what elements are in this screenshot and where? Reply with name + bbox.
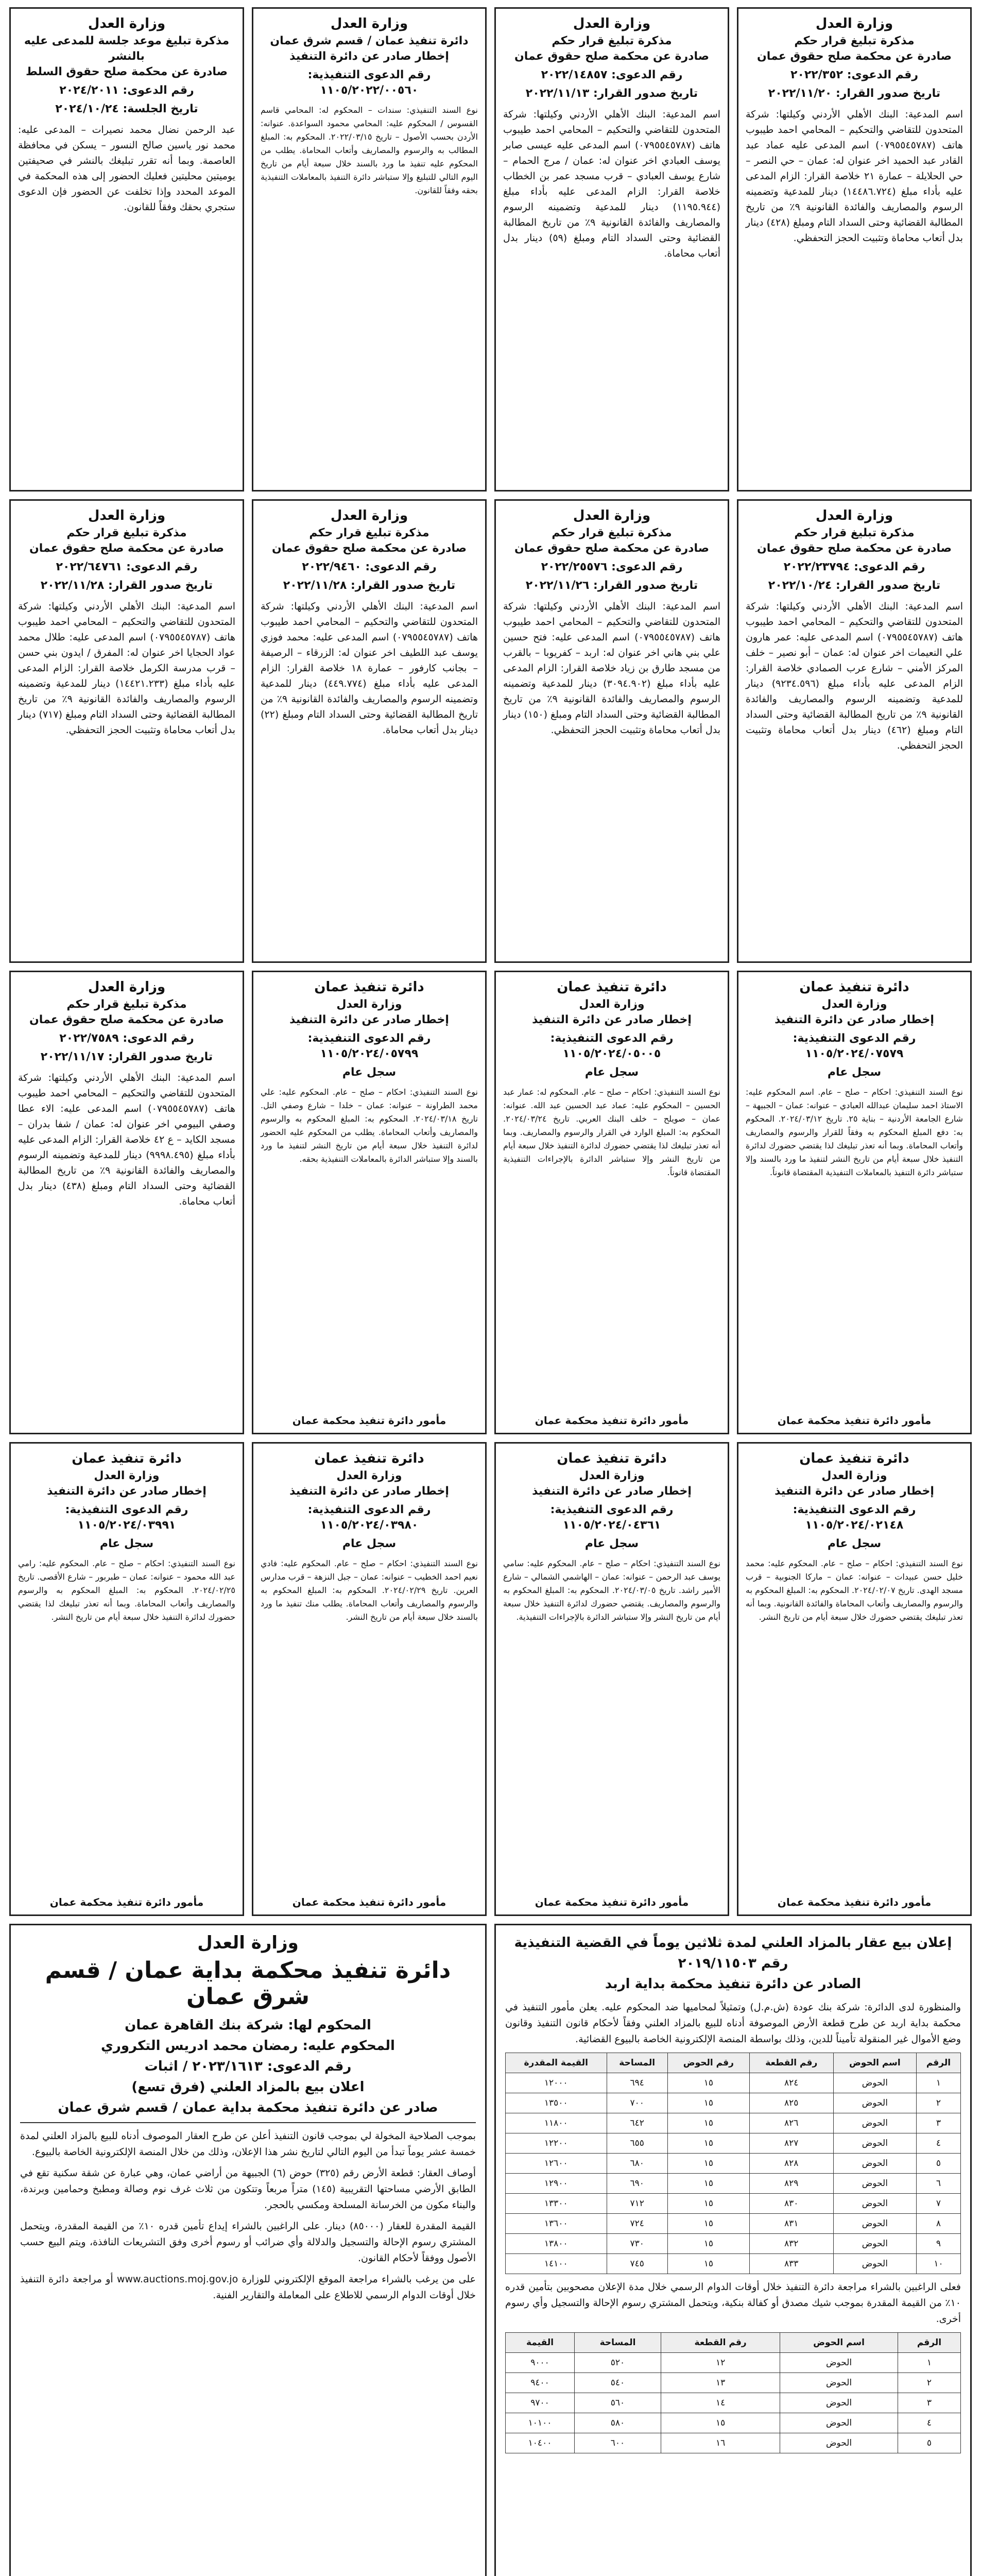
table-cell: ٢ xyxy=(898,2373,960,2393)
notice-body: اسم المدعية: البنك الأهلي الأردني وكيلتها: شركة المتحدون للتقاضي والتحكيم – المحامي احمد طيبوب هاتف (٠٧٩٥٥٤٥٧٨٧) اسم المدعى عليه: محمد فوزي يوسف عبد اللطيف اخر عنوان له: الزرقاء – الرصيفة – بجانب كارفور – عمارة ١٨ خلاصة القرار: الزام المدعى عليه بأداء مبلغ (٤٤٩.٧٧٤) دينار للمدعية وتضمينه الرسوم والمصاريف والفائدة القانونية ٩٪ من تاريخ المطالبة القضائية وحتى السداد التام ومبلغ (٢٢) دينار بدل أتعاب محاماة. xyxy=(261,601,478,736)
table-cell: ٣ xyxy=(898,2393,960,2413)
notice-case-number: رقم الدعوى التنفيذية: ١١٠٥/٢٠٢٤/٠٣٩٨٠ xyxy=(307,1503,431,1532)
auction-subtitle: الصادر عن دائرة تنفيذ محكمة بداية اربد xyxy=(605,1976,862,1992)
notice-ministry: دائرة تنفيذ عمان xyxy=(557,1451,667,1466)
notice-date: سجل عام xyxy=(584,1066,639,1079)
table-cell: ٥٤٠ xyxy=(575,2373,661,2393)
table-cell: ٨٣١ xyxy=(749,2214,833,2234)
table-cell: ٥٦٠ xyxy=(575,2393,661,2413)
auction-paragraph: فعلى الراغبين بالشراء مراجعة دائرة التنفيذ خلال أوقات الدوام الرسمي خلال مدة الإعلان مصحوبين بتأمين قدره ١٠٪ من القيمة المقدرة بموجب شيك مصدق أو كفالة بنكية، ويتحمل المشتري رسوم الإحالة والتسجيل وأي رسوم أخرى. xyxy=(505,2281,961,2325)
table-row xyxy=(506,2133,961,2154)
notice-card xyxy=(494,499,729,963)
table-cell: ٥ xyxy=(916,2154,960,2174)
table-header-cell: الرقم xyxy=(898,2333,960,2353)
table-cell: ٨٣٣ xyxy=(749,2254,833,2274)
notice-court: صادرة عن محكمة صلح حقوق عمان xyxy=(271,542,467,555)
table-cell: ١٢٠٠٠ xyxy=(506,2073,607,2093)
notice-card xyxy=(494,1442,729,1916)
table-cell: ٦٩٠ xyxy=(607,2174,667,2194)
notice-body: اسم المدعية: البنك الأهلي الأردني وكيلتها: شركة المتحدون للتقاضي والتحكيم – المحامي احمد طيبوب هاتف (٠٧٩٥٥٤٥٧٨٧) اسم المدعى عليه عماد عبد القادر عبد الحميد اخر عنوان له: عمان – حي النصر – حي الحلايلة – عمارة ٢١ خلاصة القرار: الزام المدعى عليه بأداء مبلغ (١٤٤٨٦.٧٢٤) دينار للمدعية وتضمينه الرسوم والمصاريف والفائدة القانونية ٩٪ من تاريخ المطالبة القضائية وحتى السداد التام ومبلغ (٤٢٨) دينار بدل أتعاب محاماة وتثبيت الحجز التحفظي. xyxy=(746,109,963,244)
table-cell: ٢ xyxy=(916,2093,960,2113)
notice-title: وزارة العدل xyxy=(94,1469,160,1482)
table-cell: ٧١٢ xyxy=(607,2194,667,2214)
notice-title: مذكرة تبليغ قرار حكم xyxy=(794,527,915,539)
table-cell: ٨٢٦ xyxy=(749,2113,833,2133)
notice-date: تاريخ صدور القرار: ٢٠٢٢/١١/١٣ xyxy=(525,87,698,100)
notice-body: عبد الرحمن نضال محمد نصيرات – المدعى عليه: محمد نور ياسين صالح النسور – يسكن في محافظة العاصمة. وبما أنه تقرر تبليغك بالنشر في صحيفتين يوميتين محليتين فعليك الحضور إلى هذه المحكمة في الموعد المحدد وإذا تخلفت عن الحضور فإن الدعوى ستجري بحقك وفقاً للقانون. xyxy=(18,124,235,213)
notice-ministry: وزارة العدل xyxy=(88,16,166,31)
notice-case-number: رقم الدعوى: ٢٠٢٤/٢٠١١ xyxy=(59,84,194,97)
table-cell: ٦ xyxy=(916,2174,960,2194)
judgment-debtor: المحكوم عليه: رمضان محمد ادريس التكروري xyxy=(101,2038,395,2054)
table-header-cell: القيمة المقدرة xyxy=(506,2053,607,2073)
notice-ministry: وزارة العدل xyxy=(573,16,651,31)
table-cell: ٨٢٥ xyxy=(749,2093,833,2113)
table-cell: الحوض xyxy=(780,2433,898,2453)
table-header-cell: رقم الحوض xyxy=(667,2053,749,2073)
notice-title: مذكرة تبليغ قرار حكم xyxy=(552,35,672,47)
table-cell: ١٥ xyxy=(667,2174,749,2194)
notice-court: إخطار صادر عن دائرة التنفيذ xyxy=(289,1485,449,1498)
table-cell: ١٦ xyxy=(661,2433,780,2453)
issuer: صادر عن دائرة تنفيذ محكمة بداية عمان / قسم شرق عمان xyxy=(58,2100,438,2115)
notice-date: تاريخ صدور القرار: ٢٠٢٢/١١/٢٨ xyxy=(283,579,456,592)
notice-body: اسم المدعية: البنك الأهلي الأردني وكيلتها: شركة المتحدون للتقاضي والتحكيم – المحامي احمد طيبوب هاتف (٠٧٩٥٥٤٥٧٨٧) اسم المدعى عليه عيسى صابر يوسف العبادي اخر عنوان له: عمان / مرج الحمام – شارع يوسف العبادي – قرب مسجد عمر بن الخطاب خلاصة القرار: الزام المدعى عليه بأداء مبلغ (١١٩٥.٩٤٤) دينار للمدعية وتضمينه الرسوم والمصاريف والفائدة القانونية ٩٪ من تاريخ المطالبة القضائية وحتى السداد التام ومبلغ (٥٩) دينار بدل أتعاب محاماة. xyxy=(503,109,720,259)
notices-row-2 xyxy=(9,499,972,963)
table-cell: ٦٥٥ xyxy=(607,2133,667,2154)
notice-date: سجل عام xyxy=(342,1537,397,1550)
notice-footer: مأمور دائرة تنفيذ محكمة عمان xyxy=(777,1414,932,1427)
table-cell: الحوض xyxy=(780,2413,898,2433)
notice-date: تاريخ صدور القرار: ٢٠٢٢/١٠/٢٤ xyxy=(768,579,941,592)
notice-body: اسم المدعية: البنك الأهلي الأردني وكيلتها: شركة المتحدون للتقاضي والتحكيم – المحامي احمد طيبوب هاتف (٠٧٩٥٥٤٥٧٨٧) اسم المدعى عليه: عمر هارون علي النعيمات اخر عنوان له: عمان – أبو نصير – خلف المركز الأمني – شارع عرب الصمادي خلاصة القرار: الزام المدعى عليه بأداء مبلغ (٩٢٣٤.٥٩٦) دينار للمدعية وتضمينه الرسوم والمصاريف والفائدة القانونية ٩٪ من تاريخ المطالبة القضائية وحتى السداد التام ومبلغ (٤٦٢) دينار بدل أتعاب محاماة وتثبيت الحجز التحفظي. xyxy=(746,601,963,751)
table-cell: ٧٢٤ xyxy=(607,2214,667,2234)
auction-parcels-table xyxy=(505,2053,961,2274)
notice-title: وزارة العدل xyxy=(336,1469,402,1482)
notice-ministry: دائرة تنفيذ عمان xyxy=(799,979,909,995)
table-cell: الحوض xyxy=(780,2353,898,2373)
table-header-cell: رقم القطعة xyxy=(661,2333,780,2353)
notice-ministry: وزارة العدل xyxy=(573,508,651,523)
property-description: أوصاف العقار: قطعة الأرض رقم (٣٢٥) حوض (٦) الجبيهة من أراضي عمان، وهي عبارة عن شقة سكنية تقع في الطابق الأرضي مساحتها التقريبية (١٤٥) متراً مربعاً وتتكون من ثلاث غرف نوم وصالة ومطبخ وحمامين وبرندة، والبناء مكون من الخرسانة المسلحة ومكسي بالحجر. xyxy=(20,2167,476,2211)
notice-date: تاريخ الجلسة: ٢٠٢٤/١٠/٢٤ xyxy=(55,103,198,115)
table-cell: ١ xyxy=(898,2353,960,2373)
notice-date: سجل عام xyxy=(584,1537,639,1550)
table-row xyxy=(506,2254,961,2274)
table-cell: ٧ xyxy=(916,2194,960,2214)
notice-date: تاريخ صدور القرار: ٢٠٢٢/١١/٢٦ xyxy=(525,579,698,592)
notice-title: مذكرة تبليغ قرار حكم xyxy=(309,527,429,539)
auction-website-info: على من يرغب بالشراء مراجعة الموقع الإلكتروني للوزارة www.auctions.moj.gov.jo أو مراجعة دائرة التنفيذ خلال أوقات الدوام الرسمي للاطلاع على المعاملة والتقارير الفنية. xyxy=(20,2274,476,2301)
notice-title: مذكرة تبليغ موعد جلسة للمدعى عليه بالنشر xyxy=(24,35,230,63)
notice-title: مذكرة تبليغ قرار حكم xyxy=(794,35,915,47)
table-cell: ٨ xyxy=(916,2214,960,2234)
table-cell: ١٥ xyxy=(667,2133,749,2154)
notice-ministry: دائرة تنفيذ عمان xyxy=(314,1451,424,1466)
table-row xyxy=(506,2234,961,2254)
table-cell: ١٥ xyxy=(667,2214,749,2234)
table-cell: ٥٢٠ xyxy=(575,2353,661,2373)
notice-card xyxy=(9,971,244,1434)
notice-ministry: دائرة تنفيذ عمان xyxy=(314,979,424,995)
table-row xyxy=(506,2073,961,2093)
table-cell: الحوض xyxy=(833,2113,916,2133)
notice-card xyxy=(737,971,972,1434)
notice-body: اسم المدعية: البنك الأهلي الأردني وكيلتها: شركة المتحدون للتقاضي والتحكيم – المحامي احمد طيبوب هاتف (٠٧٩٥٥٤٥٧٨٧) اسم المدعى عليه: فتح حسين علي بني هاني اخر عنوان له: اربد – كفريوبا – بالقرب من مسجد طارق بن زياد خلاصة القرار: الزام المدعى عليه بأداء مبلغ (٣٠٩٤.٩٠٢) دينار للمدعية وتضمينه الرسوم والمصاريف والفائدة القانونية ٩٪ من تاريخ المطالبة القضائية وحتى السداد التام ومبلغ (١٥٠) دينار بدل أتعاب محاماة وتثبيت الحجز التحفظي. xyxy=(503,601,721,736)
table-cell: ٨٢٤ xyxy=(749,2073,833,2093)
auction-parcels-table-2 xyxy=(505,2332,961,2453)
notice-body: اسم المدعية: البنك الأهلي الأردني وكيلتها: شركة المتحدون للتقاضي والتحكيم – المحامي احمد طيبوب هاتف (٠٧٩٥٥٤٥٧٨٧) اسم المدعى عليه: طلال محمد عواد الحجايا اخر عنوان له: المفرق / ايدون بني حسن – قرب مدرسة الكرمل خلاصة القرار: الزام المدعى عليه بأداء مبلغ (١٤٤٢١.٢٣٣) دينار للمدعية وتضمينه الرسوم والمصاريف والفائدة القانونية ٩٪ من تاريخ المطالبة القضائية وحتى السداد التام ومبلغ (٧١٧) دينار بدل أتعاب محاماة وتثبيت الحجز التحفظي. xyxy=(18,601,236,736)
table-cell: ١٣٣٠٠ xyxy=(506,2194,607,2214)
notice-card xyxy=(9,499,244,963)
notice-court: إخطار صادر عن دائرة التنفيذ xyxy=(775,1485,934,1498)
table-row xyxy=(506,2413,961,2433)
table-cell: ١ xyxy=(916,2073,960,2093)
table-cell: ٩٠٠٠ xyxy=(506,2353,575,2373)
notice-ministry: وزارة العدل xyxy=(815,508,893,523)
newspaper-legal-notices-page xyxy=(9,7,972,2576)
table-header-cell: اسم الحوض xyxy=(833,2053,916,2073)
table-cell: ٧٠٠ xyxy=(607,2093,667,2113)
notice-case-number: رقم الدعوى التنفيذية: ١١٠٥/٢٠٢٤/٠٣٩٩١ xyxy=(65,1503,188,1532)
notice-card xyxy=(737,7,972,492)
table-cell: ٨٣٢ xyxy=(749,2234,833,2254)
table-header-cell: اسم الحوض xyxy=(780,2333,898,2353)
table-header-cell: رقم القطعة xyxy=(749,2053,833,2073)
notice-title: مذكرة تبليغ قرار حكم xyxy=(66,998,187,1011)
notice-footer: مأمور دائرة تنفيذ محكمة عمان xyxy=(777,1896,932,1908)
notice-date: سجل عام xyxy=(827,1537,882,1550)
notice-title: دائرة تنفيذ عمان / قسم شرق عمان xyxy=(270,35,469,47)
notice-court: إخطار صادر عن دائرة التنفيذ xyxy=(47,1485,206,1498)
table-cell: ١٥ xyxy=(667,2154,749,2174)
notice-card xyxy=(252,971,487,1434)
notice-body: نوع السند التنفيذي: احكام – صلح – عام. اسم المحكوم عليه: الاستاذ احمد سليمان عبدالله العبادي – عنوانه: عمان – الجبيهة – شارع الجامعة الأردنية – بناية ٢٥. تاريخ ٢٠٢٤/٠٣/١٢. المحكوم به: دفع المبلغ المحكوم به وفقاً للقرار والرسوم والمصاريف وأتعاب المحاماة. وبما أنه تعذر تبليغك لذا يقتضي حضورك لدائرة التنفيذ خلال سبعة أيام من تاريخ النشر لتنفيذ ما ورد بالسند وإلا ستباشر دائرة التنفيذ بالمعاملات التنفيذية المقتضاة قانوناً. xyxy=(746,1087,963,1177)
notice-body: نوع السند التنفيذي: احكام – صلح – عام. المحكوم عليه: سامي يوسف عبد الرحمن – عنوانه: عمان – الهاشمي الشمالي – شارع الأمير راشد. تاريخ ٢٠٢٤/٠٣/٠٥. المحكوم به: المبلغ المحكوم به والرسوم والمصاريف. يقتضي حضورك لدائرة التنفيذ خلال سبعة أيام من تاريخ النشر وإلا ستباشر الدائرة بالإجراءات التنفيذية. xyxy=(503,1558,721,1622)
notice-date: سجل عام xyxy=(827,1066,882,1079)
notice-body: نوع السند التنفيذي: احكام – صلح – عام. المحكوم عليه: محمد خليل حسن عبيدات – عنوانه: عمان – ماركا الجنوبية – قرب مسجد الهدى. تاريخ ٢٠٢٤/٠٢/٠٧. المحكوم به: المبلغ المحكوم به والرسوم والمصاريف وأتعاب المحاماة والفائدة القانونية. وبما أنه تعذر تبليغك يقتضي حضورك خلال سبعة أيام من تاريخ النشر. xyxy=(746,1558,963,1622)
notice-body: نوع السند التنفيذي: احكام – صلح – عام. المحكوم عليه: فادي نعيم احمد الخطيب – عنوانه: عمان – جبل النزهة – قرب مدارس العرين. تاريخ ٢٠٢٤/٠٢/٢٩. المحكوم به: المبلغ المحكوم به والرسوم والمصاريف وأتعاب المحاماة. يطلب منك تنفيذ ما ورد بالسند خلال سبعة أيام من تاريخ النشر. xyxy=(261,1558,478,1622)
notice-court: صادرة عن محكمة صلح حقوق عمان xyxy=(29,1013,224,1026)
notice-card xyxy=(252,1442,487,1916)
notice-ministry: دائرة تنفيذ عمان xyxy=(557,979,667,995)
notice-footer: مأمور دائرة تنفيذ محكمة عمان xyxy=(535,1896,689,1908)
notice-court: صادرة عن محكمة صلح حقوق عمان xyxy=(514,542,709,555)
auction-paragraph: والمنظورة لدى الدائرة: شركة بنك عودة (ش.م.ل) وتمثيلاً لمحاميها ضد المحكوم عليه. يعلن مأمور التنفيذ في محكمة بداية اربد عن طرح قطعة الأرض الموصوفة أدناه للبيع بالمزاد العلني وفقاً لأحكام قانون التنفيذ وقانون وضع الأموال غير المنقولة تأميناً للدين، وذلك بواسطة المنصة الإلكترونية الخاصة بالبيوع القضائية. xyxy=(505,2002,961,2045)
table-cell: الحوض xyxy=(833,2093,916,2113)
table-cell: ١٥ xyxy=(667,2073,749,2093)
notice-footer: مأمور دائرة تنفيذ محكمة عمان xyxy=(49,1896,204,1908)
notice-body: نوع السند التنفيذي: احكام – صلح – عام. المحكوم عليه: رامي عبد الله محمود – عنوانه: عمان – طبربور – شارع الأقصى. تاريخ ٢٠٢٤/٠٢/٢٥. المحكوم به: المبلغ المحكوم به والرسوم والمصاريف وأتعاب المحاماة. وبما أنه تعذر تبليغك لذا يقتضي حضورك لدائرة التنفيذ خلال سبعة أيام من تاريخ النشر. xyxy=(18,1558,235,1622)
notice-footer: مأمور دائرة تنفيذ محكمة عمان xyxy=(292,1414,446,1427)
table-cell: ١٢٩٠٠ xyxy=(506,2174,607,2194)
table-header-cell: المساحة xyxy=(575,2333,661,2353)
notice-ministry: دائرة تنفيذ عمان xyxy=(72,1451,182,1466)
notice-title: وزارة العدل xyxy=(579,998,645,1011)
land-auction-notice xyxy=(494,1924,972,2576)
notice-title: مذكرة تبليغ قرار حكم xyxy=(552,527,672,539)
table-cell: الحوض xyxy=(833,2254,916,2274)
table-cell: ١٠٤٠٠ xyxy=(506,2433,575,2453)
table-cell: ١٤١٠٠ xyxy=(506,2254,607,2274)
notice-court: صادرة عن محكمة صلح حقوق عمان xyxy=(756,50,952,63)
notice-ministry: وزارة العدل xyxy=(330,16,408,31)
notice-case-number: رقم الدعوى التنفيذية: ١١٠٥/٢٠٢٤/٠٢١٤٨ xyxy=(793,1503,916,1532)
table-row xyxy=(506,2093,961,2113)
notices-row-3 xyxy=(9,971,972,1434)
table-cell: الحوض xyxy=(833,2154,916,2174)
table-row xyxy=(506,2433,961,2453)
table-cell: ١٠ xyxy=(916,2254,960,2274)
table-header-cell: القيمة xyxy=(506,2333,575,2353)
notice-footer: مأمور دائرة تنفيذ محكمة عمان xyxy=(535,1414,689,1427)
notice-case-number: رقم الدعوى: ٢٠٢٢/٩٤٦٠ xyxy=(302,561,437,573)
table-cell: ٨٢٨ xyxy=(749,2154,833,2174)
notice-card xyxy=(252,7,487,492)
table-cell: ٧٣٠ xyxy=(607,2234,667,2254)
notice-body: نوع السند التنفيذي: احكام – صلح – عام. المحكوم له: عمار عبد الحسين – المحكوم عليه: عماد عبد الحسين عبد الله. عنوانه: عمان – صويلح – خلف البنك العربي. تاريخ ٢٠٢٤/٠٣/٢٤. المحكوم به: المبلغ الوارد في القرار والرسوم والمصاريف. وبما أنه تعذر تبليغك لذا يقتضي حضورك لدائرة التنفيذ خلال سبعة أيام من تاريخ النشر وإلا ستباشر الدائرة بالإجراءات التنفيذية المقتضاة قانوناً. xyxy=(503,1087,720,1177)
notice-case-number: رقم الدعوى: ٢٠٢٢/٦٤٧٦١ xyxy=(56,561,198,573)
notice-card xyxy=(494,971,729,1434)
table-row xyxy=(506,2353,961,2373)
notice-ministry: وزارة العدل xyxy=(815,16,893,31)
notice-ministry: دائرة تنفيذ عمان xyxy=(799,1451,909,1466)
table-cell: ١٥ xyxy=(667,2093,749,2113)
notice-court: صادرة عن محكمة صلح حقوق عمان xyxy=(756,542,952,555)
notice-card xyxy=(494,7,729,492)
notice-title: وزارة العدل xyxy=(579,1469,645,1482)
table-cell: ٥٨٠ xyxy=(575,2413,661,2433)
table-cell: ١٥ xyxy=(667,2194,749,2214)
table-cell: ١٥ xyxy=(667,2254,749,2274)
table-cell: ٨٣٠ xyxy=(749,2194,833,2214)
notice-case-number: رقم الدعوى التنفيذية: ١١٠٥/٢٠٢٤/٠٧٥٧٩ xyxy=(793,1032,916,1060)
table-cell: ٦٤٢ xyxy=(607,2113,667,2133)
notice-case-number: رقم الدعوى: ٢٠٢٢/٧٥٨٩ xyxy=(59,1032,194,1045)
notice-ministry: وزارة العدل xyxy=(330,508,408,523)
notice-card xyxy=(737,499,972,963)
case-number: رقم الدعوى: ٢٠٢٣/١٦١٣ / اثبات xyxy=(144,2059,352,2074)
notice-case-number: رقم الدعوى: ٢٠٢٢/١٤٨٥٧ xyxy=(541,69,683,81)
table-row xyxy=(506,2194,961,2214)
table-cell: ١٣ xyxy=(661,2373,780,2393)
auction-type: اعلان بيع بالمزاد العلني (فرق تسع) xyxy=(131,2079,365,2095)
table-cell: ١٣٦٠٠ xyxy=(506,2214,607,2234)
notice-court: صادرة عن محكمة صلح حقوق عمان xyxy=(29,542,224,555)
table-row xyxy=(506,2373,961,2393)
notice-title: وزارة العدل xyxy=(821,1469,887,1482)
notice-date: تاريخ صدور القرار: ٢٠٢٢/١١/١٧ xyxy=(40,1050,213,1063)
table-row xyxy=(506,2214,961,2234)
table-cell: الحوض xyxy=(833,2194,916,2214)
table-header-cell: الرقم xyxy=(916,2053,960,2073)
table-cell: الحوض xyxy=(833,2133,916,2154)
table-header-cell: المساحة xyxy=(607,2053,667,2073)
notice-card xyxy=(9,7,244,492)
notice-case-number: رقم الدعوى: ٢٠٢٢/٣٥٢ xyxy=(790,69,918,81)
table-cell: الحوض xyxy=(780,2393,898,2413)
notice-court: صادرة عن محكمة صلح حقوق عمان xyxy=(514,50,709,63)
table-cell: ٩ xyxy=(916,2234,960,2254)
table-cell: ٤ xyxy=(916,2133,960,2154)
table-cell: الحوض xyxy=(833,2174,916,2194)
judgment-creditor: المحكوم لها: شركة بنك القاهرة عمان xyxy=(125,2018,371,2033)
table-cell: الحوض xyxy=(833,2214,916,2234)
notices-row-4 xyxy=(9,1442,972,1916)
table-cell: ١٥ xyxy=(667,2113,749,2133)
notice-title: وزارة العدل xyxy=(336,998,402,1011)
table-cell: ١٠١٠٠ xyxy=(506,2413,575,2433)
notice-footer: مأمور دائرة تنفيذ محكمة عمان xyxy=(292,1896,446,1908)
notice-date: تاريخ صدور القرار: ٢٠٢٢/١١/٢٨ xyxy=(40,579,213,592)
notice-body: اسم المدعية: البنك الأهلي الأردني وكيلتها: شركة المتحدون للتقاضي والتحكيم – المحامي احمد طيبوب هاتف (٠٧٩٥٥٤٥٧٨٧) اسم المدعى عليه: الاء عطا وصفي البيومي اخر عنوان له: عمان / شفا بدران – مسجد الكايد – ع ٤٢ خلاصة القرار: الزام المدعى عليه بأداء مبلغ (٩٩٩٨.٤٩٥) دينار للمدعية وتضمينه الرسوم والمصاريف والفائدة القانونية ٩٪ من تاريخ المطالبة القضائية وحتى السداد التام ومبلغ (٤٣٨) دينار بدل أتعاب محاماة. xyxy=(18,1072,235,1207)
table-cell: ٩٧٠٠ xyxy=(506,2393,575,2413)
table-cell: ٩٤٠٠ xyxy=(506,2373,575,2393)
auction-headline: دائرة تنفيذ محكمة بداية عمان / قسم شرق عمان xyxy=(45,1957,451,2010)
table-cell: ١٣٥٠٠ xyxy=(506,2093,607,2113)
table-row xyxy=(506,2174,961,2194)
table-cell: ٣ xyxy=(916,2113,960,2133)
notice-ministry: وزارة العدل xyxy=(88,508,166,523)
notice-court: إخطار صادر عن دائرة التنفيذ xyxy=(532,1013,692,1026)
notice-court: إخطار صادر عن دائرة التنفيذ xyxy=(532,1485,692,1498)
notice-body: نوع السند التنفيذي: احكام – صلح – عام. المحكوم عليه: علي محمد الطراونة – عنوانه: عمان – خلدا – شارع وصفي التل. تاريخ ٢٠٢٤/٠٣/١٨. المحكوم به: المبلغ المحكوم به والرسوم والمصاريف وأتعاب المحاماة. يطلب من المحكوم عليه الحضور لدائرة التنفيذ خلال سبعة أيام من تاريخ النشر لتنفيذ ما ورد بالسند وإلا ستباشر الدائرة بالمعاملات التنفيذية بحقه. xyxy=(261,1087,478,1164)
table-cell: ١٢٦٠٠ xyxy=(506,2154,607,2174)
table-cell: ٦٠٠ xyxy=(575,2433,661,2453)
table-cell: ١٥ xyxy=(661,2413,780,2433)
notice-date: سجل عام xyxy=(342,1066,397,1079)
table-cell: ١٣٨٠٠ xyxy=(506,2234,607,2254)
notice-card xyxy=(9,1442,244,1916)
table-cell: ٨٢٧ xyxy=(749,2133,833,2154)
notice-body: نوع السند التنفيذي: سندات – المحكوم له: المحامي قاسم القسوس / المحكوم عليه: المحامي محمود السواعدة. عنوانه: الأردن بحسب الأصول – تاريخ ٢٠٢٢/٠٣/١٥. المحكوم به: المبلغ المطالب به والرسوم والمصاريف وأتعاب المحاماة. يطلب من المحكوم عليه تنفيذ ما ورد بالسند خلال سبعة أيام من تاريخ اليوم التالي للتبليغ وإلا ستباشر دائرة التنفيذ بالمعاملات التنفيذية بحقه وفقاً للقانون. xyxy=(261,105,478,195)
table-cell: ٨٢٩ xyxy=(749,2174,833,2194)
table-cell: ١٢٢٠٠ xyxy=(506,2133,607,2154)
notice-court: إخطار صادر عن دائرة التنفيذ xyxy=(289,50,449,63)
notice-court: إخطار صادر عن دائرة التنفيذ xyxy=(775,1013,934,1026)
table-row xyxy=(506,2113,961,2133)
table-cell: ١٥ xyxy=(667,2234,749,2254)
notice-date: تاريخ صدور القرار: ٢٠٢٢/١١/٢٠ xyxy=(768,87,941,100)
notice-case-number: رقم الدعوى التنفيذية: ١١٠٥/٢٠٢٤/٠٥٠٠٥ xyxy=(550,1032,674,1060)
notice-title: وزارة العدل xyxy=(821,998,887,1011)
table-row xyxy=(506,2393,961,2413)
ministry-title: وزارة العدل xyxy=(197,1933,299,1953)
table-cell: ١١٨٠٠ xyxy=(506,2113,607,2133)
table-cell: ٤ xyxy=(898,2413,960,2433)
notice-card xyxy=(252,499,487,963)
table-cell: ١٤ xyxy=(661,2393,780,2413)
notice-case-number: رقم الدعوى التنفيذية: ١١٠٥/٢٠٢٤/٠٥٧٩٩ xyxy=(307,1032,431,1060)
notice-court: صادرة عن محكمة صلح حقوق السلط xyxy=(26,65,228,78)
notice-case-number: رقم الدعوى: ٢٠٢٢/٢٣٧٩٤ xyxy=(783,561,925,573)
table-cell: الحوض xyxy=(833,2073,916,2093)
notice-date: سجل عام xyxy=(99,1537,154,1550)
auction-paragraph: بموجب الصلاحية المخولة لي بموجب قانون التنفيذ أعلن عن طرح العقار الموصوف أدناه للبيع بالمزاد العلني لمدة خمسة عشر يوماً تبدأ من اليوم التالي لتاريخ نشر هذا الإعلان، وذلك من خلال المنصة الإلكترونية الخاصة بالبيوع. xyxy=(20,2130,476,2158)
notice-card xyxy=(737,1442,972,1916)
notice-title: مذكرة تبليغ قرار حكم xyxy=(66,527,187,539)
property-auction-notice xyxy=(9,1924,487,2576)
table-cell: الحوض xyxy=(780,2373,898,2393)
table-cell: الحوض xyxy=(833,2234,916,2254)
notice-case-number: رقم الدعوى: ٢٠٢٢/٢٥٥٧٦ xyxy=(541,561,683,573)
table-row xyxy=(506,2154,961,2174)
notice-court: إخطار صادر عن دائرة التنفيذ xyxy=(289,1013,449,1026)
table-cell: ٦٩٤ xyxy=(607,2073,667,2093)
auction-title: إعلان بيع عقار بالمزاد العلني لمدة ثلاثين يوماً في القضية التنفيذية رقم ٢٠١٩/١١٥٠٣ xyxy=(514,1935,952,1971)
auction-terms: القيمة المقدرة للعقار (٨٥٠٠٠) دينار. على الراغبين بالشراء إيداع تأمين قدره ١٠٪ من القيمة المقدرة، ويتحمل المشتري رسوم الإحالة والتسجيل والدلالة وأي ضرائب أو رسوم أخرى وفق التشريعات النافذة، ويتم البيع حسب الأصول ووفقاً لأحكام القانون. xyxy=(20,2221,476,2264)
notice-case-number: رقم الدعوى التنفيذية: ١١٠٥/٢٠٢٤/٠٤٣٦١ xyxy=(550,1503,674,1532)
notice-ministry: وزارة العدل xyxy=(88,979,166,995)
notices-row-1 xyxy=(9,7,972,492)
table-cell: ١٢ xyxy=(661,2353,780,2373)
table-cell: ٧٤٥ xyxy=(607,2254,667,2274)
table-cell: ٥ xyxy=(898,2433,960,2453)
notice-case-number: رقم الدعوى التنفيذية: ١١٠٥/٢٠٢٢/٠٠٥٦٠ xyxy=(307,69,431,97)
table-cell: ٦٨٠ xyxy=(607,2154,667,2174)
